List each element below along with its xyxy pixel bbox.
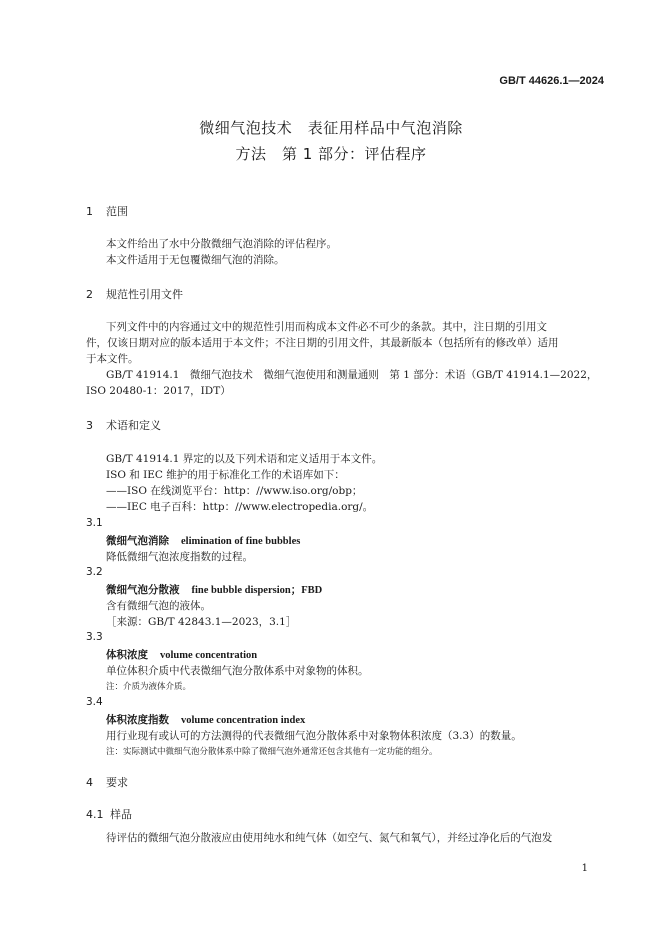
list-item: ——IEC 电子百科：http：//www.electropedia.org/。 [106,501,374,513]
term-note: 注：介质为液体介质。 [106,682,192,692]
subsection-number: 4.1 [86,808,104,821]
subsection-4-1-heading [86,806,132,822]
term-en: elimination of fine bubbles [181,536,301,547]
document-title-line-1: 微细气泡技术 表征用样品中气泡消除 [199,119,463,137]
paragraph: 本文件给出了水中分散微细气泡消除的评估程序。 [106,238,337,250]
section-number: 2 [86,288,93,301]
section-title: 术语和定义 [106,419,161,432]
paragraph: 待评估的微细气泡分散液应由使用纯水和纯气体（如空气、氮气和氧气），并经过净化后的气泡发 [106,832,553,844]
term-note: 注：实际测试中微细气泡分散体系中除了微细气泡外通常还包含其他有一定功能的组分。 [106,747,438,757]
paragraph: 于本文件。 [86,353,139,365]
term-entry [106,582,322,597]
term-zh: 微细气泡分散液 [106,584,180,596]
paragraph: GB/T 41914.1 界定的以及下列术语和定义适用于本文件。 [106,453,383,465]
term-number: 3.1 [86,517,103,529]
term-entry [106,647,257,662]
term-en: fine bubble dispersion；FBD [191,585,323,596]
section-title: 范围 [106,205,128,218]
paragraph: 本文件适用于无包覆微细气泡的消除。 [106,254,285,266]
standard-number: GB/T 44626.1—2024 [499,75,604,87]
term-number: 3.4 [86,696,103,708]
subsection-title: 样品 [110,808,132,821]
term-entry [106,712,305,727]
page-number: 1 [581,863,588,874]
document-title-line-2: 方法 第 1 部分：评估程序 [235,145,427,163]
term-definition: 降低微细气泡浓度指数的过程。 [106,551,253,563]
section-3-heading [86,417,161,433]
term-definition: 用行业现有或认可的方法测得的代表微细气泡分散体系中对象物体积浓度（3.3）的数量。 [106,730,522,742]
term-number: 3.3 [86,631,103,643]
term-number: 3.2 [86,566,103,578]
term-zh: 体积浓度 [106,649,148,661]
term-en: volume concentration [160,650,258,661]
section-title: 要求 [106,776,128,789]
section-number: 3 [86,419,93,432]
term-definition: 含有微细气泡的液体。 [106,600,211,612]
section-title: 规范性引用文件 [106,288,183,301]
section-2-heading [86,286,183,302]
term-entry [106,533,300,548]
section-1-heading [86,203,128,219]
term-definition: 单位体积介质中代表微细气泡分散体系中对象物的体积。 [106,665,369,677]
section-number: 4 [86,776,93,789]
term-en: volume concentration index [181,715,306,726]
paragraph: ISO 和 IEC 维护的用于标准化工作的术语库如下： [106,469,345,481]
term-zh: 微细气泡消除 [106,535,169,547]
paragraph: 件，仅该日期对应的版本适用于本文件；不注日期的引用文件，其最新版本（包括所有的修改单）适用 [86,337,559,349]
paragraph: 下列文件中的内容通过文中的规范性引用而构成本文件必不可少的条款。其中，注日期的引用文 [106,321,547,333]
term-zh: 体积浓度指数 [106,714,169,726]
term-source: ［来源：GB/T 42843.1—2023，3.1］ [106,616,297,628]
list-item: ——ISO 在线浏览平台：http：//www.iso.org/obp； [106,485,363,497]
normative-reference: ISO 20480-1：2017，IDT） [86,385,231,397]
section-4-heading [86,774,128,790]
normative-reference: GB/T 41914.1 微细气泡技术 微细气泡使用和测量通则 第 1 部分：术语（GB/T 41914.1—2022， [106,369,598,381]
section-number: 1 [86,205,93,218]
